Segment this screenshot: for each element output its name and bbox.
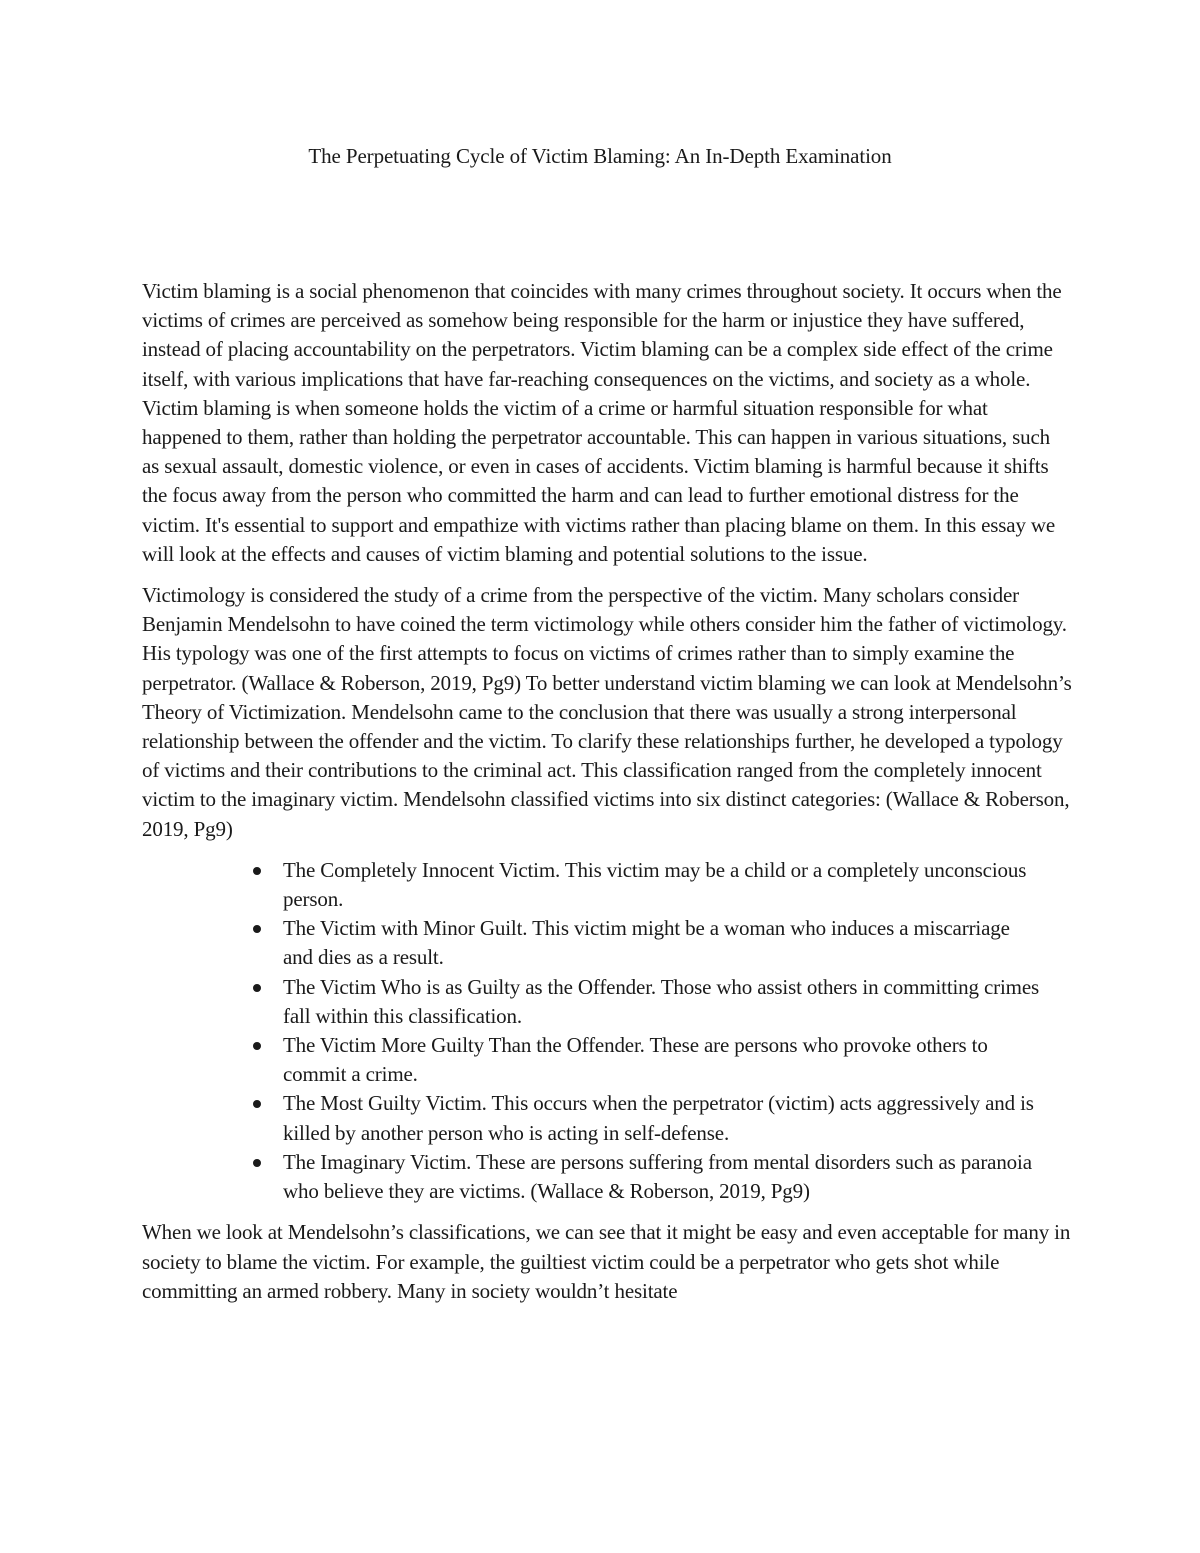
bullet-icon [253,1042,261,1050]
paragraph-victimology: Victimology is considered the study of a crime from the perspective of the victim. Many scholars consider Benjamin Mendelsohn to have coined the term victimology while others consider him the father of victimology. His typology was one of the first attempts to focus on victims of crimes rather than to simply examine the perpetrator. (Wallace & Roberson, 2019, Pg9) To better understand victim blaming we can look at Mendelsohn’s Theory of Victimization. Mendelsohn came to the conclusion that there was usually a strong interpersonal relationship between the offender and the victim. To clarify these relationships further, he developed a typology of victims and their contributions to the criminal act. This classification ranged from the completely innocent victim to the imaginary victim. Mendelsohn classified victims into six distinct categories: (Wallace & Roberson, 2019, Pg9) [142,583,1072,841]
list-item-text: The Victim Who is as Guilty as the Offender. Those who assist others in committing crimes fall within this classification. [283,974,1040,1028]
document-body [142,277,1072,1318]
list-item-text: The Victim with Minor Guilt. This victim might be a woman who induces a miscarriage and dies as a result. [283,916,1010,970]
list-item-text: The Most Guilty Victim. This occurs when the perpetrator (victim) acts aggressively and is killed by another person who is acting in self-defense. [283,1091,1034,1145]
list-item [283,973,1043,1031]
victim-categories-list [142,856,1072,1206]
bullet-icon [253,867,261,875]
list-item-text: The Completely Innocent Victim. This victim may be a child or a completely unconscious person. [283,857,1027,912]
paragraph-intro: Victim blaming is a social phenomenon that coincides with many crimes throughout society. It occurs when the victims of crimes are perceived as somehow being responsible for the harm or injustice they have suffered, instead of placing accountability on the perpetrators. Victim blaming can be a complex side effect of the crime itself, with various implications that have far-reaching consequences on the victims, and society as a whole. Victim blaming is when someone holds the victim of a crime or harmful situation responsible for what happened to them, rather than holding the perpetrator accountable. This can happen in various situations, such as sexual assault, domestic violence, or even in cases of accidents. Victim blaming is harmful because it shifts the focus away from the person who committed the harm and can lead to further emotional distress for the victim. It's essential to support and empathize with victims rather than placing blame on them. In this essay we will look at the effects and causes of victim blaming and potential solutions to the issue. [142,279,1062,566]
list-item-text: The Imaginary Victim. These are persons suffering from mental disorders such as paranoia who believe they are victims. (Wallace & Roberson, 2019, Pg9) [283,1149,1032,1204]
paragraph-closing: When we look at Mendelsohn’s classifications, we can see that it might be easy and even acceptable for many in society to blame the victim. For example, the guiltiest victim could be a perpetrator who gets shot while committing an armed robbery. Many in society wouldn’t hesitate [142,1220,1071,1303]
bullet-icon [253,1100,261,1108]
list-item [283,914,1043,972]
list-item-text: The Victim More Guilty Than the Offender. These are persons who provoke others to commit a crime. [283,1033,988,1087]
list-item [283,1031,1043,1089]
list-item [283,856,1043,914]
list-item [283,1089,1043,1147]
document-title: The Perpetuating Cycle of Victim Blaming: An In-Depth Examination [308,144,892,168]
list-item [283,1148,1043,1206]
bullet-icon [253,925,261,933]
bullet-icon [253,984,261,992]
bullet-icon [253,1159,261,1167]
